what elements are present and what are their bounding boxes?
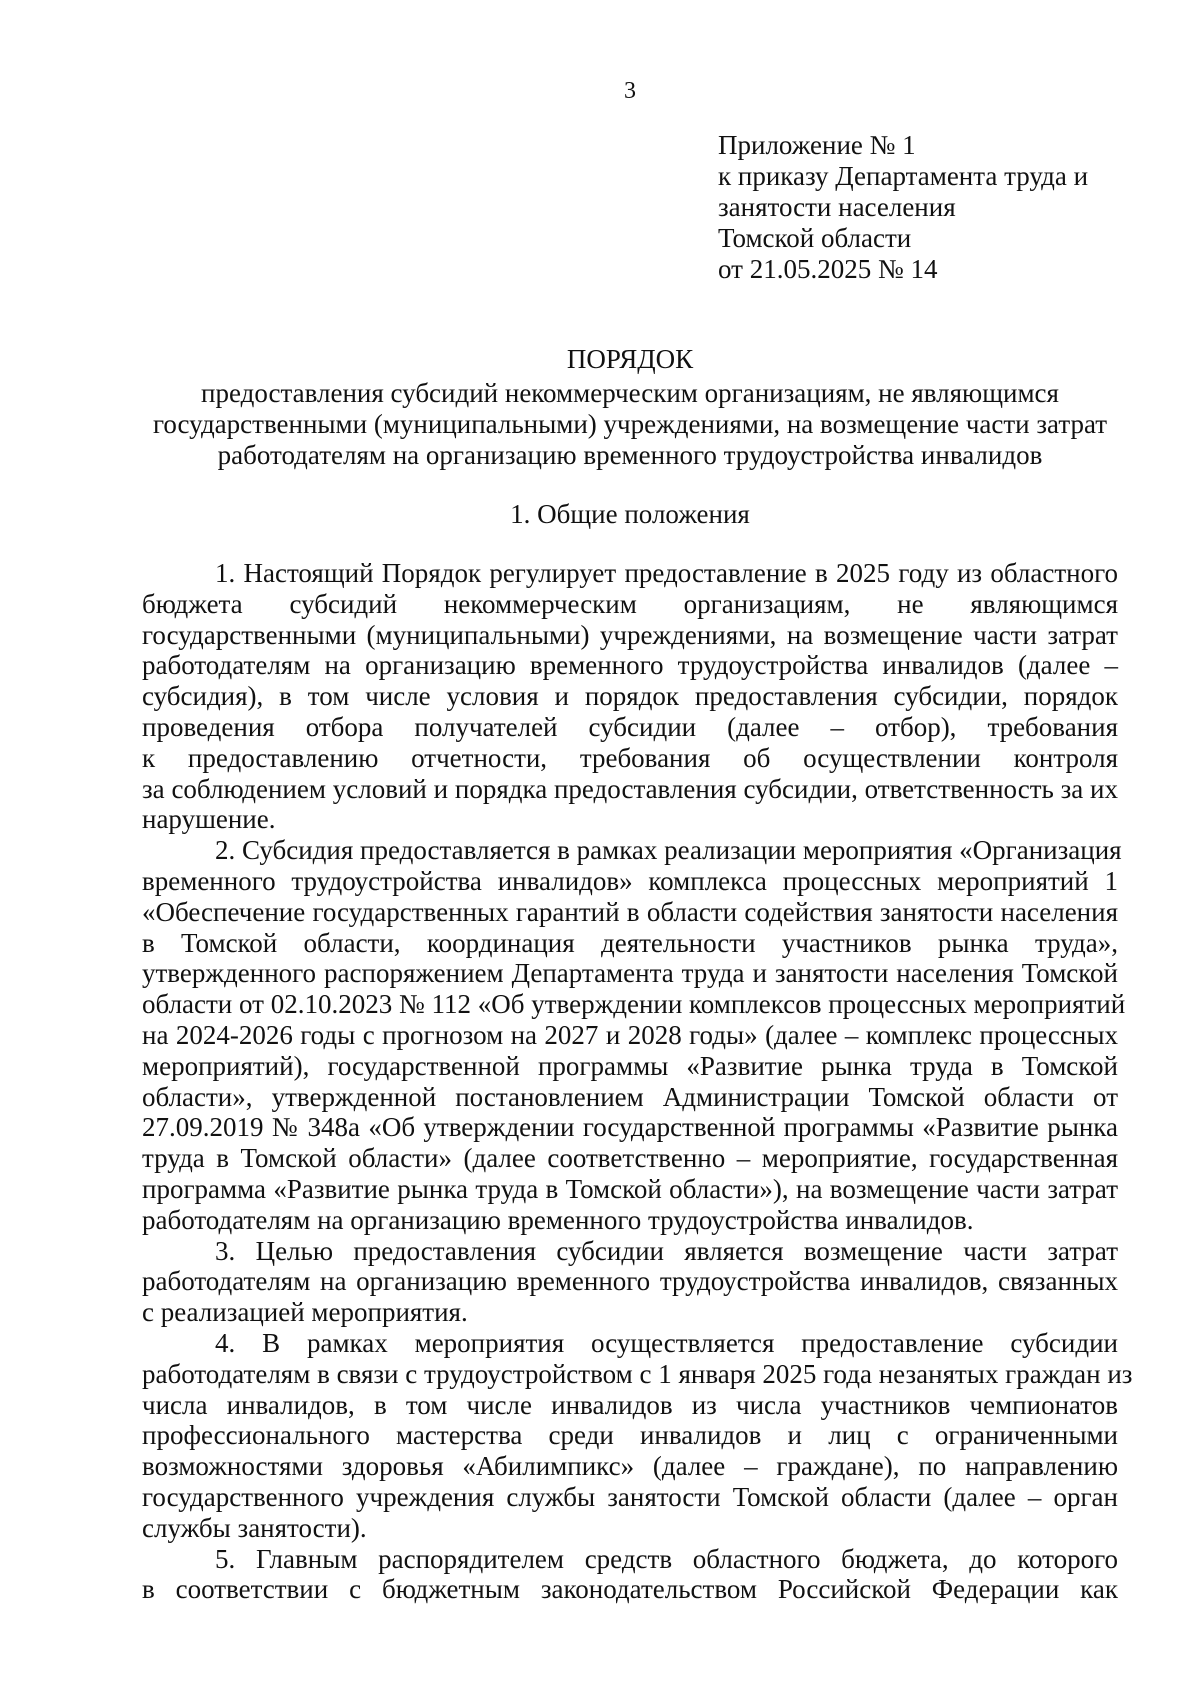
- paragraph-line: работодателям на организацию временного трудоустройства инвалидов, связанных: [142, 1266, 1118, 1297]
- paragraph-line: области», утвержденной постановлением Администрации Томской области от: [142, 1081, 1118, 1112]
- document-subtitle: [142, 378, 1118, 471]
- paragraph-line: службы занятости).: [142, 1512, 367, 1543]
- section-heading: 1. Общие положения: [510, 499, 750, 529]
- paragraph-line: 1. Настоящий Порядок регулирует предоставление в 2025 году из областного: [215, 558, 1118, 588]
- paragraph-line: с реализацией мероприятия.: [142, 1297, 468, 1328]
- paragraph-line: субсидия), в том числе условия и порядок предоставления субсидии, порядок: [142, 681, 1118, 712]
- paragraph-line: 5. Главным распорядителем средств областного бюджета, до которого: [215, 1543, 1118, 1574]
- appendix-line: от 21.05.2025 № 14: [718, 254, 938, 284]
- paragraph-line: числа инвалидов, в том числе инвалидов из числа участников чемпионатов: [142, 1389, 1118, 1420]
- paragraph-line: мероприятий), государственной программы «Развитие рынка труда в Томской: [142, 1050, 1118, 1081]
- paragraph-line: возможностями здоровья «Абилимпикс» (далее – граждане), по направлению: [142, 1451, 1118, 1482]
- paragraph-line: нарушение.: [142, 804, 276, 835]
- paragraph: [142, 1327, 1133, 1544]
- document-body: [142, 558, 1133, 1605]
- appendix-line: Томской области: [718, 223, 912, 253]
- paragraph-line: «Обеспечение государственных гарантий в области содействия занятости населения: [142, 896, 1118, 927]
- paragraph-line: проведения отбора получателей субсидии (далее – отбор), требования: [142, 711, 1118, 742]
- paragraph-line: профессионального мастерства среди инвалидов и лиц с ограниченными: [142, 1420, 1118, 1451]
- paragraph-line: работодателям в связи с трудоустройством с 1 января 2025 года незанятых граждан из: [142, 1358, 1133, 1389]
- paragraph-line: за соблюдением условий и порядка предоставления субсидии, ответственность за их: [142, 773, 1118, 804]
- paragraph-line: 2. Субсидия предоставляется в рамках реализации мероприятия «Организация: [215, 835, 1122, 866]
- appendix-block: [718, 130, 1088, 285]
- paragraph: [142, 1236, 1118, 1328]
- paragraph-line: утвержденного распоряжением Департамента труда и занятости населения Томской: [142, 958, 1118, 989]
- paragraph-line: к предоставлению отчетности, требования об осуществлении контроля: [142, 742, 1118, 773]
- document-title: ПОРЯДОК: [566, 344, 694, 374]
- paragraph-line: бюджета субсидий некоммерческим организациям, не являющимся: [142, 588, 1118, 619]
- paragraph: [142, 558, 1118, 835]
- paragraph: [142, 835, 1126, 1235]
- paragraph-line: 4. В рамках мероприятия осуществляется предоставление субсидии: [215, 1327, 1118, 1358]
- subtitle-line: государственными (муниципальными) учреждениями, на возмещение части затрат: [152, 409, 1108, 439]
- paragraph-line: работодателям на организацию временного трудоустройства инвалидов.: [142, 1204, 974, 1235]
- appendix-line: к приказу Департамента труда и: [718, 161, 1089, 191]
- paragraph-line: в Томской области, координация деятельности участников рынка труда»,: [142, 927, 1118, 958]
- paragraph-line: государственными (муниципальными) учреждениями, на возмещение части затрат: [142, 619, 1118, 650]
- paragraph-line: программа «Развитие рынка труда в Томской области»), на возмещение части затрат: [142, 1173, 1118, 1204]
- paragraph: [142, 1544, 1118, 1606]
- paragraph-line: 3. Целью предоставления субсидии является возмещение части затрат: [215, 1235, 1118, 1266]
- page-number: 3: [624, 78, 636, 104]
- paragraph-line: на 2024-2026 годы с прогнозом на 2027 и 2028 годы» (далее – комплекс процессных: [142, 1019, 1118, 1050]
- paragraph-line: государственного учреждения службы занятости Томской области (далее – орган: [142, 1481, 1118, 1512]
- paragraph-line: 27.09.2019 № 348а «Об утверждении государственной программы «Развитие рынка: [142, 1112, 1118, 1143]
- paragraph-line: области от 02.10.2023 № 112 «Об утверждении комплексов процессных мероприятий: [142, 989, 1126, 1020]
- paragraph-line: труда в Томской области» (далее соответственно – мероприятие, государственная: [142, 1143, 1118, 1174]
- paragraph-line: работодателям на организацию временного трудоустройства инвалидов (далее –: [142, 650, 1118, 681]
- subtitle-line: работодателям на организацию временного трудоустройства инвалидов: [217, 440, 1043, 470]
- appendix-line: занятости населения: [718, 192, 956, 222]
- subtitle-line: предоставления субсидий некоммерческим организациям, не являющимся: [201, 378, 1059, 408]
- paragraph-line: временного трудоустройства инвалидов» комплекса процессных мероприятий 1: [142, 865, 1118, 896]
- appendix-line: Приложение № 1: [718, 130, 916, 160]
- paragraph-line: в соответствии с бюджетным законодательством Российской Федерации как: [142, 1574, 1118, 1605]
